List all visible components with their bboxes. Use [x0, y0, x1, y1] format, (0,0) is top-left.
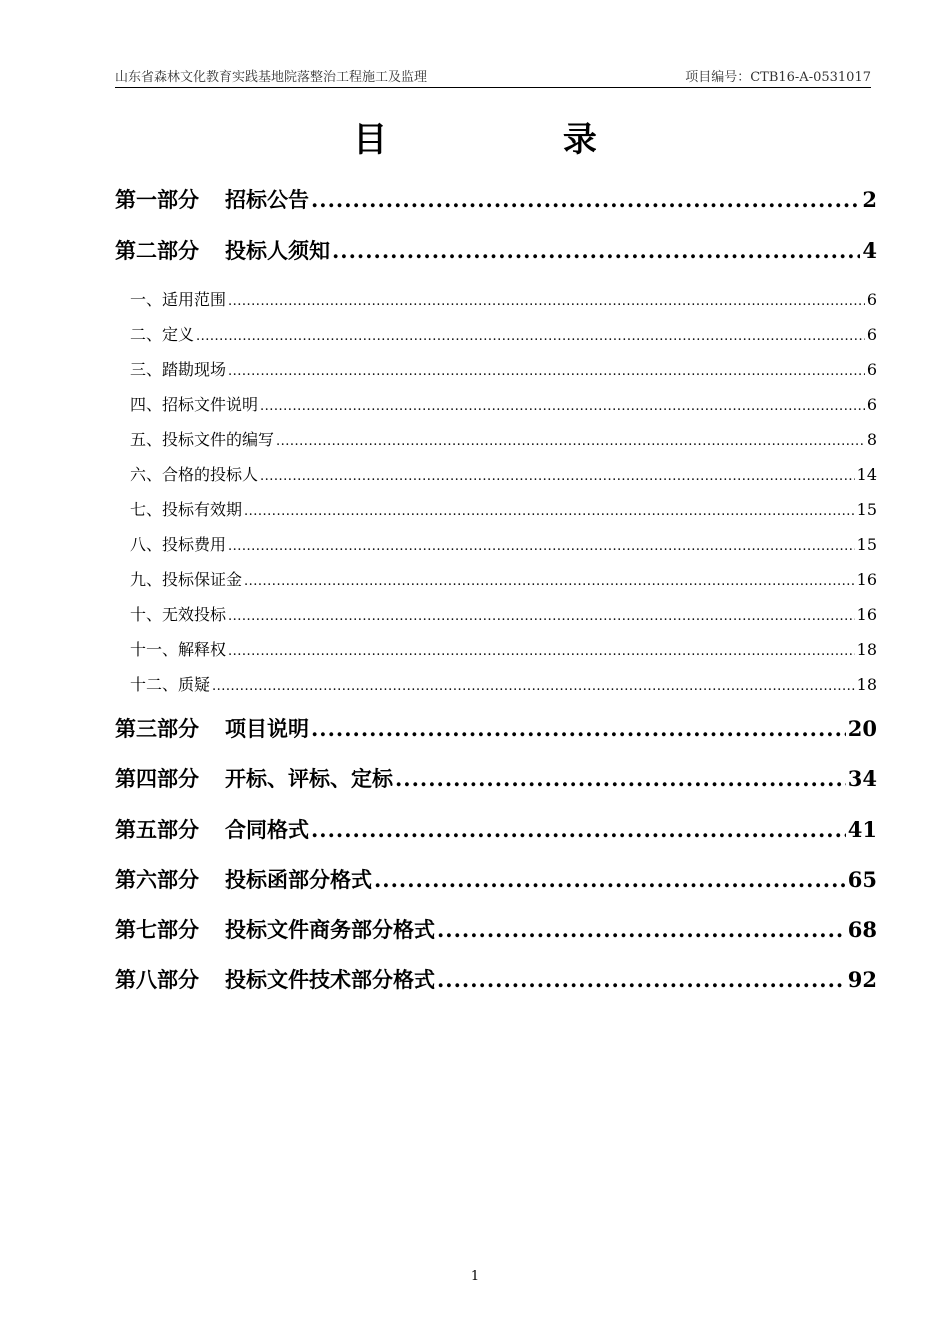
toc-part-title: 投标人须知: [225, 238, 330, 263]
toc-entry-part-8[interactable]: [115, 964, 877, 994]
toc-entry-part-7[interactable]: [115, 914, 877, 944]
toc-part-number: 第八部分: [115, 967, 199, 992]
toc-leader-dots: [244, 574, 855, 589]
header-project-number: 项目编号：CTB16-A-0531017: [685, 70, 871, 85]
toc-entry-section-1[interactable]: [130, 287, 877, 310]
toc-leader-dots: [311, 817, 846, 842]
toc-part-title: 投标函部分格式: [225, 867, 372, 892]
toc-page-number: 41: [847, 817, 877, 842]
toc-leader-dots: [260, 399, 865, 414]
toc-leader-dots: [395, 766, 846, 791]
toc-entry-section-7[interactable]: [130, 497, 877, 520]
toc-leader-dots: [228, 539, 855, 554]
toc-entry-section-6[interactable]: [130, 462, 877, 485]
toc-part-number: 第六部分: [115, 867, 199, 892]
toc-section-title: 七、投标有效期: [130, 500, 243, 519]
toc-part-number: 第一部分: [115, 187, 199, 212]
toc-section-title: 二、定义: [130, 325, 195, 344]
toc-leader-dots: [212, 679, 855, 694]
toc-page-number: 6: [866, 395, 877, 414]
toc-leader-dots: [332, 238, 860, 263]
toc-entry-section-4[interactable]: [130, 392, 877, 415]
toc-section-title: 十、无效投标: [130, 605, 227, 624]
toc-page-number: 16: [856, 605, 877, 624]
toc-page-number: 14: [856, 465, 877, 484]
toc-entry-part-2[interactable]: [115, 235, 877, 265]
toc-entry-part-5[interactable]: [115, 814, 877, 844]
toc-page-number: 65: [847, 867, 877, 892]
toc-section-title: 三、踏勘现场: [130, 360, 227, 379]
toc-part-title: 项目说明: [225, 716, 309, 741]
toc-page-number: 16: [856, 570, 877, 589]
toc-leader-dots: [374, 867, 846, 892]
toc-section-title: 五、投标文件的编写: [130, 430, 275, 449]
toc-section-title: 八、投标费用: [130, 535, 227, 554]
toc-section-title: 一、适用范围: [130, 290, 227, 309]
toc-entry-section-2[interactable]: [130, 322, 877, 345]
toc-entry-section-10[interactable]: [130, 602, 877, 625]
toc-page-number: 8: [866, 430, 877, 449]
toc-page-number: 4: [862, 238, 877, 263]
toc-entry-part-1[interactable]: [115, 184, 877, 214]
toc-entry-part-4[interactable]: [115, 763, 877, 793]
page-header: [115, 66, 871, 88]
toc-page-number: 15: [856, 500, 877, 519]
toc-leader-dots: [437, 917, 846, 942]
toc-page-number: 6: [866, 290, 877, 309]
toc-leader-dots: [260, 469, 855, 484]
toc-part-title: 投标文件技术部分格式: [225, 967, 435, 992]
toc-entry-part-3[interactable]: [115, 713, 877, 743]
toc-page-number: 68: [847, 917, 877, 942]
toc-entry-section-3[interactable]: [130, 357, 877, 380]
page-title: 目 录: [353, 120, 679, 160]
toc-leader-dots: [311, 187, 860, 212]
header-project-name: 山东省森林文化教育实践基地院落整治工程施工及监理: [115, 70, 428, 85]
toc-part-number: 第五部分: [115, 817, 199, 842]
toc-page-number: 18: [856, 675, 877, 694]
toc-part-title: 招标公告: [225, 187, 309, 212]
toc-leader-dots: [311, 716, 846, 741]
toc-entry-section-9[interactable]: [130, 567, 877, 590]
page-footer-number: 1: [470, 1269, 480, 1284]
toc-section-title: 十一、解释权: [130, 640, 227, 659]
toc-page-number: 15: [856, 535, 877, 554]
toc-entry-section-11[interactable]: [130, 637, 877, 660]
toc-leader-dots: [228, 609, 855, 624]
toc-page-number: 6: [866, 360, 877, 379]
toc-section-title: 六、合格的投标人: [130, 465, 259, 484]
toc-leader-dots: [196, 329, 865, 344]
toc-entry-section-8[interactable]: [130, 532, 877, 555]
toc-part-number: 第七部分: [115, 917, 199, 942]
toc-entry-part-6[interactable]: [115, 864, 877, 894]
toc-leader-dots: [228, 364, 865, 379]
toc-part-title: 合同格式: [225, 817, 309, 842]
toc-leader-dots: [276, 434, 865, 449]
toc-entry-section-5[interactable]: [130, 427, 877, 450]
toc-page-number: 6: [866, 325, 877, 344]
toc-section-title: 四、招标文件说明: [130, 395, 259, 414]
toc-part-number: 第四部分: [115, 766, 199, 791]
toc-leader-dots: [228, 294, 865, 309]
toc-page-number: 34: [847, 766, 877, 791]
toc-page-number: 18: [856, 640, 877, 659]
toc-entry-section-12[interactable]: [130, 672, 877, 695]
toc-part-number: 第三部分: [115, 716, 199, 741]
toc-section-title: 十二、质疑: [130, 675, 211, 694]
toc-section-title: 九、投标保证金: [130, 570, 243, 589]
toc-leader-dots: [437, 967, 846, 992]
toc-part-title: 开标、评标、定标: [225, 766, 393, 791]
toc-leader-dots: [228, 644, 855, 659]
toc-part-number: 第二部分: [115, 238, 199, 263]
toc-page-number: 2: [862, 187, 877, 212]
toc-leader-dots: [244, 504, 855, 519]
toc-page-number: 92: [847, 967, 877, 992]
toc-part-title: 投标文件商务部分格式: [225, 917, 435, 942]
toc-page-number: 20: [847, 716, 877, 741]
